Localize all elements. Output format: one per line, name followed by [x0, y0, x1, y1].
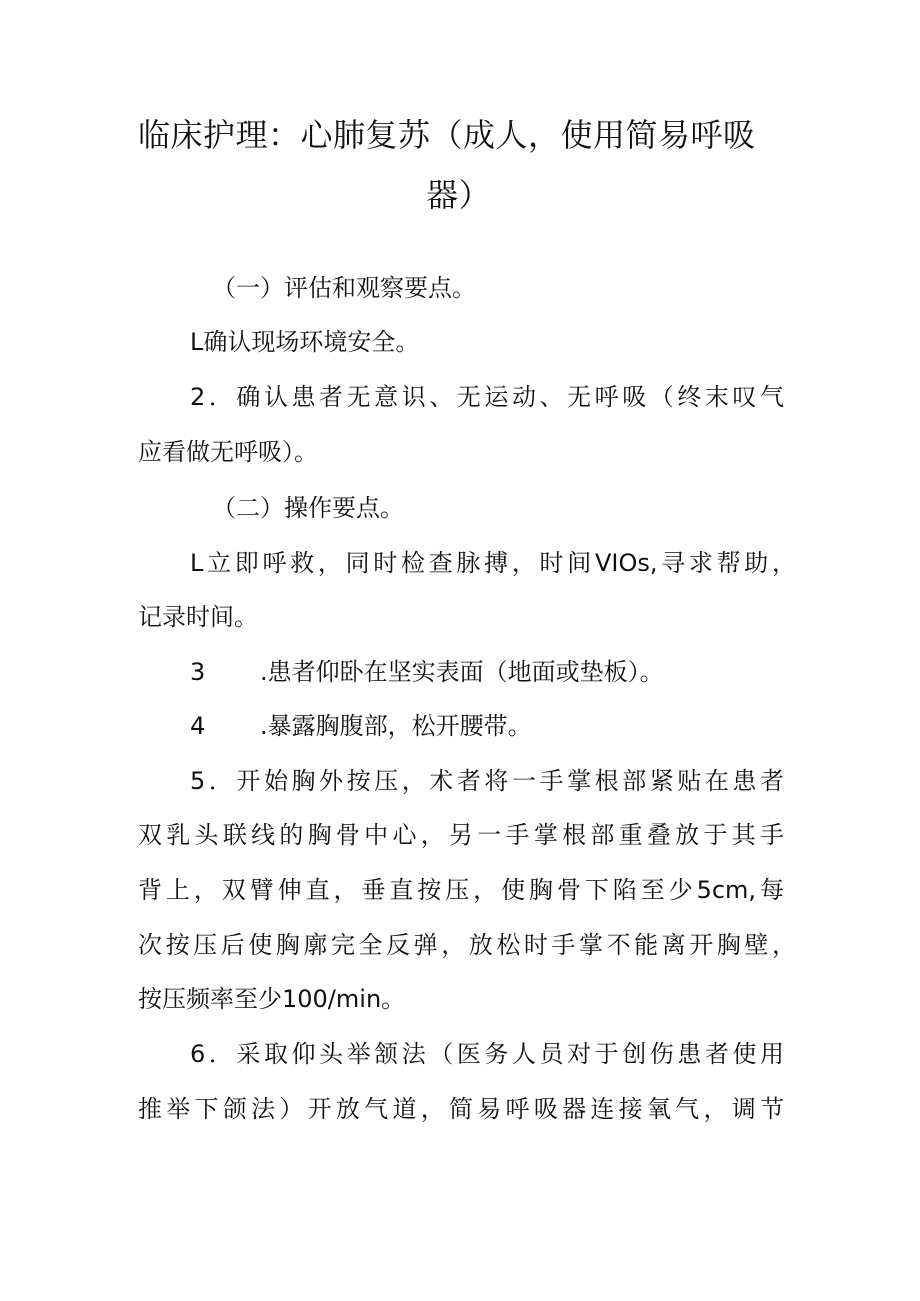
section-1-item-2-line-1: 2．确认患者无意识、无运动、无呼吸（终末叹气	[190, 383, 784, 411]
document-title-line-2: 器）	[426, 176, 492, 214]
section-2-item-6-line-1: 6．采取仰头举颔法（医务人员对于创伤患者使用	[190, 1040, 784, 1068]
section-2-item-5-line-5: 按压频率至少100∕min。	[138, 985, 406, 1013]
document-title-line-1: 临床护理：心肺复苏（成人，使用简易呼吸	[138, 116, 756, 154]
section-2-item-1-line-2: 记录时间。	[138, 603, 258, 631]
section-2-item-3	[190, 657, 664, 687]
section-2-item-1-line-1: L立即呼救，同时检查脉搏，时间VIOs,寻求帮助，	[190, 549, 796, 577]
section-1-item-1: L确认现场环境安全。	[190, 328, 420, 356]
section-1-heading: （一）评估和观察要点。	[212, 274, 476, 302]
item-text: .患者仰卧在坚实表面（地面或垫板）。	[260, 658, 664, 686]
section-2-item-4	[190, 711, 532, 741]
item-number: 4	[190, 712, 206, 740]
section-2-item-5-line-3: 背上，双臂伸直，垂直按压，使胸骨下陷至少5cm,每	[138, 876, 784, 904]
section-2-heading: （二）操作要点。	[212, 494, 404, 522]
section-2-item-5-line-1: 5．开始胸外按压，术者将一手掌根部紧贴在患者	[190, 767, 784, 795]
item-number: 3	[190, 658, 206, 686]
section-2-item-6-line-2: 推举下颌法）开放气道，简易呼吸器连接氧气，调节	[138, 1095, 784, 1123]
section-2-item-5-line-2: 双乳头联线的胸骨中心，另一手掌根部重叠放于其手	[138, 821, 784, 849]
section-1-item-2-line-2: 应看做无呼吸）。	[138, 438, 318, 466]
item-text: .暴露胸腹部，松开腰带。	[260, 712, 532, 740]
section-2-item-5-line-4: 次按压后使胸廓完全反弹，放松时手掌不能离开胸壁，	[138, 931, 796, 959]
